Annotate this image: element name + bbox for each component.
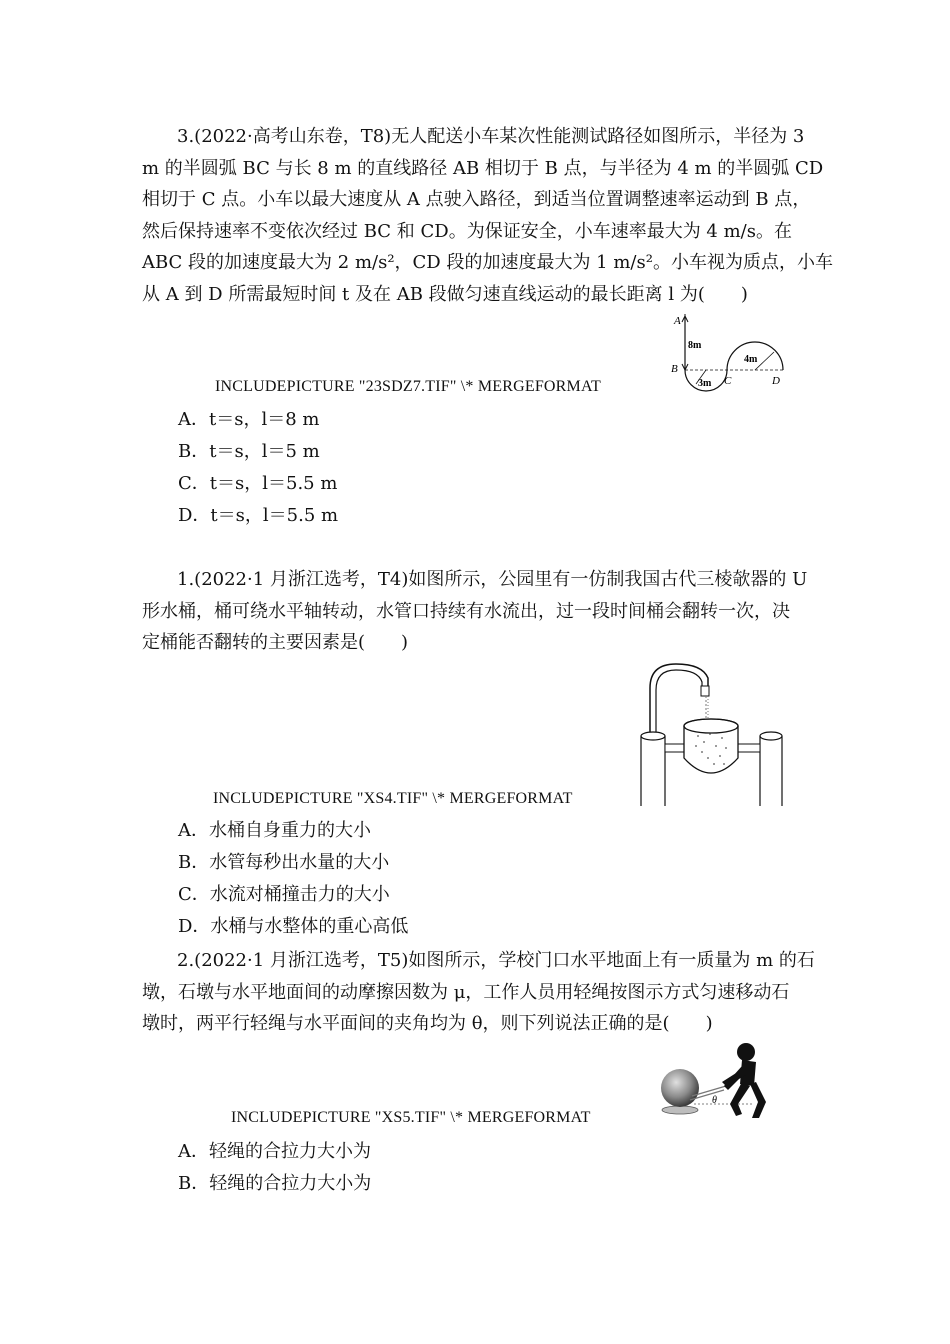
question-1-line: 定桶能否翻转的主要因素是( ) — [142, 632, 409, 653]
water-bucket-figure — [636, 658, 786, 806]
option-c: C．t＝s，l＝5.5 m — [178, 473, 338, 494]
question-3-line: ABC 段的加速度最大为 2 m/s²，CD 段的加速度最大为 1 m/s²。小车视为质点，小车 — [142, 252, 833, 273]
point-b-label: B — [671, 363, 678, 375]
stone-pulling-figure — [660, 1038, 772, 1122]
radius-bc-label: 3m — [698, 378, 712, 389]
option-d: D．水桶与水整体的重心高低 — [178, 916, 409, 937]
option-a: A．轻绳的合拉力大小为 — [178, 1141, 371, 1162]
question-3-line: 然后保持速率不变依次经过 BC 和 CD。为保证安全，小车速率最大为 4 m/s。在 — [142, 220, 792, 242]
option-b: B．t＝s，l＝5 m — [178, 441, 320, 462]
question-2-line: 2.(2022·1 月浙江选考，T5)如图所示，学校门口水平地面上有一质量为 m 的石 — [177, 950, 815, 971]
question-1-line: 1.(2022·1 月浙江选考，T4)如图所示，公园里有一仿制我国古代三棱欹器的 U — [177, 569, 808, 590]
option-b: B．水管每秒出水量的大小 — [178, 852, 390, 873]
option-b: B．轻绳的合拉力大小为 — [178, 1173, 372, 1194]
option-d: D．t＝s，l＝5.5 m — [178, 505, 339, 526]
point-d-label: D — [772, 375, 780, 387]
question-3-line: 相切于 C 点。小车以最大速度从 A 点驶入路径，到适当位置调整速率运动到 B 点， — [142, 189, 811, 210]
question-3-line: 从 A 到 D 所需最短时间 t 及在 AB 段做匀速直线运动的最长距离 l 为( ) — [142, 283, 748, 305]
radius-cd-label: 4m — [744, 354, 758, 365]
include-picture-field: INCLUDEPICTURE "XS4.TIF" \* MERGEFORMAT — [213, 790, 573, 807]
option-c: C．水流对桶撞击力的大小 — [178, 884, 390, 905]
question-1-line: 形水桶，桶可绕水平轴转动，水管口持续有水流出，过一段时间桶会翻转一次，决 — [142, 600, 790, 622]
point-a-label: A — [674, 315, 681, 327]
question-3-stem — [142, 121, 833, 310]
point-c-label: C — [724, 375, 732, 387]
question-3-line: 3.(2022·高考山东卷，T8)无人配送小车某次性能测试路径如图所示，半径为 3 — [177, 126, 805, 147]
question-3-line: m 的半圆弧 BC 与长 8 m 的直线路径 AB 相切于 B 点，与半径为 4 m 的半圆弧 CD — [142, 157, 824, 179]
question-2-line: 墩时，两平行轻绳与水平面间的夹角均为 θ，则下列说法正确的是( ) — [142, 1013, 713, 1034]
path-diagram-figure — [668, 312, 788, 396]
segment-ab-length-label: 8m — [688, 340, 702, 351]
option-a: A．t＝s，l＝8 m — [178, 409, 320, 430]
question-2-stem — [142, 945, 815, 1040]
angle-theta-label: θ — [712, 1095, 717, 1106]
include-picture-field: INCLUDEPICTURE "23SDZ7.TIF" \* MERGEFORMAT — [215, 378, 601, 395]
include-picture-field: INCLUDEPICTURE "XS5.TIF" \* MERGEFORMAT — [231, 1109, 591, 1126]
question-1-stem — [142, 564, 810, 659]
question-2-line: 墩，石墩与水平地面间的动摩擦因数为 μ，工作人员用轻绳按图示方式匀速移动石 — [142, 981, 790, 1003]
option-a: A．水桶自身重力的大小 — [178, 820, 371, 841]
